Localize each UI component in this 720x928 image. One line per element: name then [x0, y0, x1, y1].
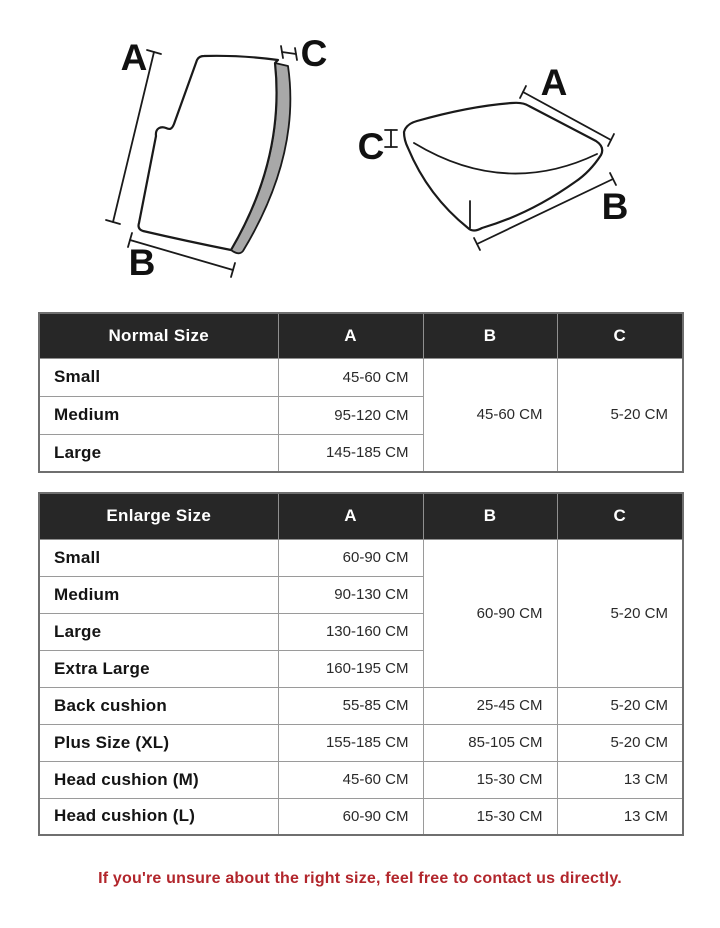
column-header-c: C — [557, 493, 683, 539]
cell-a: 55-85 CM — [278, 687, 423, 724]
column-header-b: B — [423, 313, 557, 358]
cell-b: 15-30 CM — [423, 761, 557, 798]
row-label: Medium — [39, 396, 278, 434]
column-header-c: C — [557, 313, 683, 358]
table-row — [39, 687, 683, 724]
cell-a: 90-130 CM — [278, 576, 423, 613]
dimension-c-label: C — [357, 126, 385, 167]
cell-b-merged: 45-60 CM — [423, 358, 557, 472]
enlarge-size-table — [38, 492, 684, 836]
cell-b: 85-105 CM — [423, 724, 557, 761]
table-row — [39, 724, 683, 761]
table-row — [39, 798, 683, 835]
column-header-b: B — [423, 493, 557, 539]
cell-c: 5-20 CM — [557, 687, 683, 724]
cell-c: 5-20 CM — [557, 724, 683, 761]
dimension-a-label: A — [540, 62, 568, 103]
cell-a: 60-90 CM — [278, 539, 423, 576]
row-label: Head cushion (M) — [39, 761, 278, 798]
cell-a: 95-120 CM — [278, 396, 423, 434]
back-panel-diagram — [106, 33, 327, 283]
enlarge-size-title: Enlarge Size — [39, 493, 278, 539]
row-label: Back cushion — [39, 687, 278, 724]
cell-a: 145-185 CM — [278, 434, 423, 472]
cell-c-merged: 5-20 CM — [557, 358, 683, 472]
table-row — [39, 539, 683, 576]
cell-a: 160-195 CM — [278, 650, 423, 687]
cell-c: 13 CM — [557, 761, 683, 798]
row-label: Extra Large — [39, 650, 278, 687]
cushion-dimension-diagrams — [0, 0, 720, 300]
row-label: Large — [39, 434, 278, 472]
dimension-b-label: B — [601, 186, 629, 227]
row-label: Large — [39, 613, 278, 650]
size-help-note: If you're unsure about the right size, feel free to contact us directly. — [98, 870, 622, 887]
seat-cushion-dimension-c — [358, 126, 397, 167]
cell-a: 130-160 CM — [278, 613, 423, 650]
enlarge-table-header-row — [39, 493, 683, 539]
seat-cushion-outline — [404, 103, 602, 231]
normal-size-table — [38, 312, 684, 473]
cell-a: 60-90 CM — [278, 798, 423, 835]
cell-b: 15-30 CM — [423, 798, 557, 835]
row-label: Medium — [39, 576, 278, 613]
dimension-a-label: A — [120, 37, 148, 78]
normal-table-header-row — [39, 313, 683, 358]
cell-a: 45-60 CM — [278, 358, 423, 396]
row-label: Small — [39, 539, 278, 576]
table-row — [39, 761, 683, 798]
dimension-b-label: B — [128, 242, 156, 283]
table-row — [39, 358, 683, 396]
column-header-a: A — [278, 493, 423, 539]
row-label: Head cushion (L) — [39, 798, 278, 835]
column-header-a: A — [278, 313, 423, 358]
dimension-c-label: C — [300, 33, 328, 74]
normal-size-title: Normal Size — [39, 313, 278, 358]
cell-b-merged: 60-90 CM — [423, 539, 557, 687]
size-diagrams — [0, 0, 720, 300]
row-label: Small — [39, 358, 278, 396]
cell-b: 25-45 CM — [423, 687, 557, 724]
cell-a: 155-185 CM — [278, 724, 423, 761]
cell-c: 13 CM — [557, 798, 683, 835]
cell-a: 45-60 CM — [278, 761, 423, 798]
row-label: Plus Size (XL) — [39, 724, 278, 761]
cell-c-merged: 5-20 CM — [557, 539, 683, 687]
seat-cushion-diagram — [358, 62, 629, 250]
